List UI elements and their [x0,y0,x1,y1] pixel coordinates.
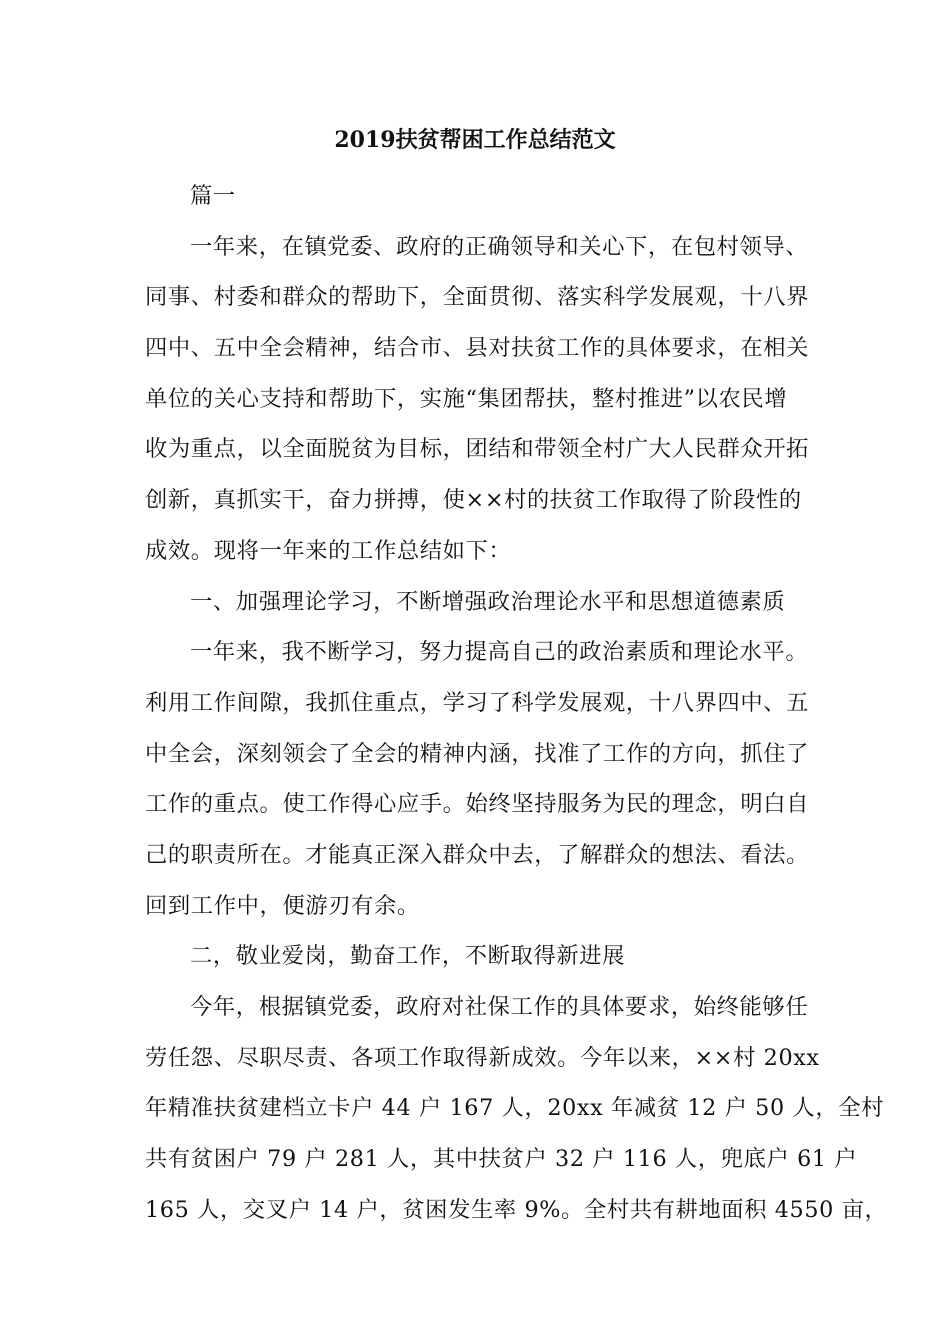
body-line: 创新，真抓实干，奋力拼搏，使××村的扶贫工作取得了阶段性的 [145,487,802,514]
body-line: 中全会，深刻领会了全会的精神内涵，找准了工作的方向，抓住了 [145,740,810,767]
body-line: 一年来，我不断学习，努力提高自己的政治素质和理论水平。 [190,639,809,666]
body-line: 年精准扶贫建档立卡户 44 户 167 人，20xx 年减贫 12 户 50 人，全村 [145,1095,885,1122]
body-line: 同事、村委和群众的帮助下，全面贯彻、落实科学发展观，十八界 [145,284,810,311]
body-line: 己的职责所在。才能真正深入群众中去，了解群众的想法、看法。 [145,841,810,868]
document-title: 2019扶贫帮困工作总结范文 [334,127,616,153]
body-line: 一、加强理论学习，不断增强政治理论水平和思想道德素质 [190,588,786,615]
body-line: 165 人，交叉户 14 户，贫困发生率 9%。全村共有耕地面积 4550 亩， [145,1196,888,1223]
body-line: 单位的关心支持和帮助下，实施“集团帮扶，整村推进”以农民增 [145,385,788,412]
document-body [145,171,888,1235]
body-line: 二，敬业爱岗，勤奋工作，不断取得新进展 [190,943,626,970]
body-line: 四中、五中全会精神，结合市、县对扶贫工作的具体要求，在相关 [145,335,810,362]
body-line: 劳任怨、尽职尽责、各项工作取得新成效。今年以来，××村 20xx [145,1044,820,1071]
body-line: 共有贫困户 79 户 281 人，其中扶贫户 32 户 116 人，兜底户 61 户 [145,1146,858,1173]
body-line: 利用工作间隙，我抓住重点，学习了科学发展观，十八界四中、五 [145,689,810,716]
body-line: 成效。现将一年来的工作总结如下： [145,537,512,564]
body-line: 回到工作中，便游刃有余。 [145,892,420,919]
body-line: 今年，根据镇党委，政府对社保工作的具体要求，始终能够任 [190,994,809,1020]
body-line: 一年来，在镇党委、政府的正确领导和关心下，在包村领导、 [190,233,809,260]
body-line: 工作的重点。使工作得心应手。始终坚持服务为民的理念，明白自 [145,791,810,818]
body-line: 篇一 [190,183,236,209]
body-line: 收为重点，以全面脱贫为目标，团结和带领全村广大人民群众开拓 [145,436,810,463]
